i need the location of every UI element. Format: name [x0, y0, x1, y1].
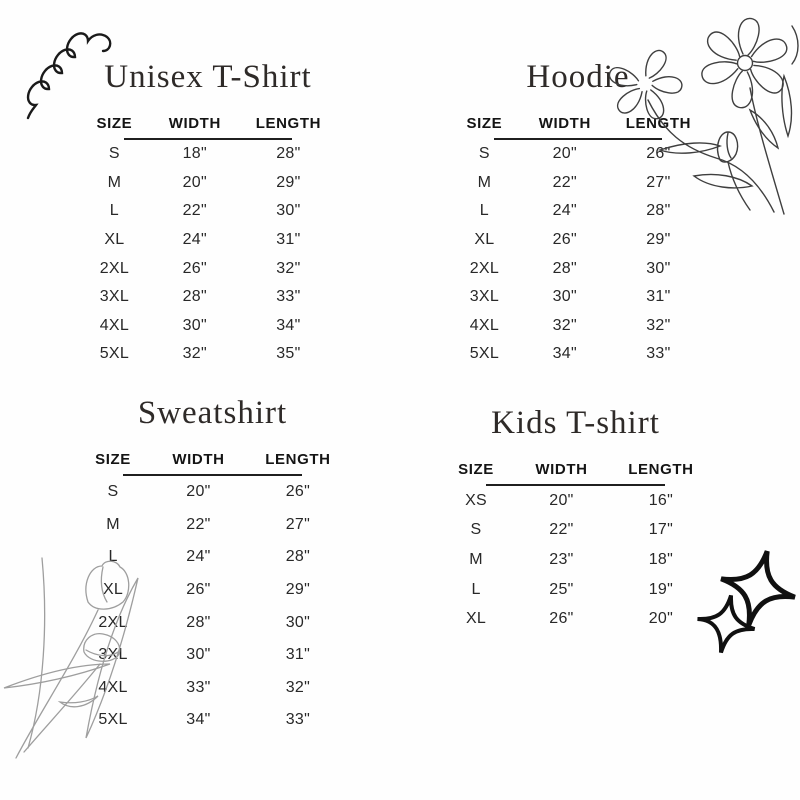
table-title-unisex: Unisex T-Shirt: [104, 59, 312, 95]
length-cell: 26": [646, 145, 671, 163]
size-cell: XL: [104, 231, 125, 249]
length-cell: 33": [276, 288, 301, 306]
width-cell: 30": [552, 288, 577, 306]
length-cell: 30": [276, 202, 301, 220]
length-cell: 31": [285, 646, 311, 664]
width-cell: 28": [552, 259, 577, 277]
table-title-kids: Kids T-shirt: [491, 405, 660, 441]
length-cell: 20": [648, 610, 674, 628]
size-row: [85, 672, 340, 705]
size-cell: 4XL: [469, 316, 500, 334]
size-row: [88, 283, 328, 312]
width-cell: 28": [186, 613, 211, 631]
width-cell: 24": [182, 231, 207, 249]
length-cell: 31": [646, 288, 671, 306]
size-cell: 5XL: [469, 345, 500, 363]
size-row: [458, 169, 698, 198]
size-cell: S: [108, 145, 120, 163]
length-cell: 30": [646, 259, 671, 277]
size-cell: 3XL: [99, 288, 130, 306]
size-row: [85, 606, 340, 639]
width-cell: 26": [182, 259, 207, 277]
table-title-hoodie: Hoodie: [526, 59, 630, 95]
table-header-row: [448, 459, 703, 480]
size-row: [88, 254, 328, 283]
hoodie-size-table: [458, 56, 698, 369]
length-cell: 29": [646, 231, 671, 249]
length-cell: 32": [285, 678, 311, 696]
length-cell: 28": [646, 202, 671, 220]
size-row: [458, 140, 698, 169]
width-cell: 28": [182, 288, 207, 306]
column-header-width: WIDTH: [168, 115, 221, 132]
unisex-tshirt-size-table: [88, 56, 328, 369]
size-row: [458, 197, 698, 226]
column-header-size: SIZE: [466, 115, 503, 132]
column-header-length: LENGTH: [625, 115, 692, 132]
size-cell: S: [107, 483, 119, 501]
size-row: [448, 604, 703, 634]
length-cell: 29": [285, 581, 311, 599]
column-header-width: WIDTH: [538, 115, 591, 132]
size-cell: 2XL: [469, 259, 500, 277]
size-cell: 5XL: [98, 711, 128, 729]
table-header-row: [458, 113, 698, 134]
column-header-size: SIZE: [458, 461, 494, 478]
width-cell: 18": [182, 145, 207, 163]
size-row: [458, 340, 698, 369]
size-row: [85, 704, 340, 737]
width-cell: 24": [552, 202, 577, 220]
size-cell: 3XL: [469, 288, 500, 306]
width-cell: 23": [549, 550, 574, 568]
width-cell: 20": [552, 145, 577, 163]
length-cell: 27": [285, 515, 311, 533]
length-cell: 27": [646, 173, 671, 191]
table-body: [458, 140, 698, 369]
size-cell: S: [470, 521, 482, 539]
width-cell: 30": [182, 316, 207, 334]
table-header-row: [85, 449, 340, 470]
size-row: [85, 509, 340, 542]
size-cell: L: [471, 580, 481, 598]
width-cell: 32": [552, 316, 577, 334]
size-cell: 5XL: [99, 345, 130, 363]
size-row: [448, 516, 703, 546]
width-cell: 34": [552, 345, 577, 363]
size-cell: 3XL: [98, 646, 128, 664]
width-cell: 22": [186, 515, 211, 533]
size-cell: 2XL: [99, 259, 130, 277]
size-cell: M: [107, 173, 122, 191]
width-cell: 20": [549, 491, 574, 509]
width-cell: 22": [552, 173, 577, 191]
column-header-width: WIDTH: [535, 461, 588, 478]
length-cell: 32": [646, 316, 671, 334]
kids-tshirt-size-table: [448, 402, 703, 634]
size-row: [458, 312, 698, 341]
width-cell: 22": [182, 202, 207, 220]
sweatshirt-size-table: [85, 392, 340, 737]
size-cell: M: [477, 173, 492, 191]
size-row: [88, 226, 328, 255]
size-cell: L: [479, 202, 489, 220]
width-cell: 20": [182, 173, 207, 191]
sparkle-doodle-icon: [694, 540, 798, 676]
size-cell: XL: [102, 581, 124, 599]
size-row: [458, 283, 698, 312]
column-header-size: SIZE: [96, 115, 133, 132]
size-row: [88, 312, 328, 341]
length-cell: 33": [285, 711, 311, 729]
length-cell: 33": [646, 345, 671, 363]
length-cell: 29": [276, 173, 301, 191]
column-header-length: LENGTH: [628, 461, 694, 478]
size-row: [458, 254, 698, 283]
width-cell: 25": [549, 580, 574, 598]
size-cell: M: [469, 550, 483, 568]
size-row: [448, 575, 703, 605]
width-cell: 26": [186, 581, 211, 599]
column-header-width: WIDTH: [172, 451, 225, 468]
length-cell: 35": [276, 345, 301, 363]
size-cell: L: [109, 202, 119, 220]
size-row: [88, 140, 328, 169]
width-cell: 26": [549, 610, 574, 628]
width-cell: 26": [552, 231, 577, 249]
column-header-length: LENGTH: [265, 451, 331, 468]
size-cell: 4XL: [98, 678, 128, 696]
width-cell: 33": [186, 678, 211, 696]
size-cell: XL: [474, 231, 495, 249]
size-cell: XS: [465, 491, 488, 509]
length-cell: 28": [285, 548, 311, 566]
width-cell: 30": [186, 646, 211, 664]
size-row: [85, 574, 340, 607]
width-cell: 32": [182, 345, 207, 363]
table-body: [85, 476, 340, 737]
size-row: [85, 639, 340, 672]
size-row: [88, 340, 328, 369]
length-cell: 32": [276, 259, 301, 277]
table-body: [88, 140, 328, 369]
size-cell: XL: [465, 610, 487, 628]
column-header-size: SIZE: [95, 451, 131, 468]
size-cell: 4XL: [99, 316, 130, 334]
size-row: [448, 486, 703, 516]
length-cell: 18": [648, 550, 674, 568]
length-cell: 26": [285, 483, 311, 501]
table-body: [448, 486, 703, 634]
table-title-sweatshirt: Sweatshirt: [137, 395, 288, 431]
width-cell: 24": [186, 548, 211, 566]
size-row: [88, 169, 328, 198]
size-cell: 2XL: [98, 613, 128, 631]
width-cell: 20": [186, 483, 211, 501]
width-cell: 34": [186, 711, 211, 729]
size-cell: S: [478, 145, 490, 163]
table-header-row: [88, 113, 328, 134]
size-row: [458, 226, 698, 255]
column-header-length: LENGTH: [255, 115, 322, 132]
size-cell: L: [108, 548, 118, 566]
length-cell: 17": [648, 521, 674, 539]
length-cell: 28": [276, 145, 301, 163]
size-row: [88, 197, 328, 226]
size-row: [448, 545, 703, 575]
width-cell: 22": [549, 521, 574, 539]
length-cell: 30": [285, 613, 311, 631]
length-cell: 34": [276, 316, 301, 334]
length-cell: 31": [276, 231, 301, 249]
size-row: [85, 476, 340, 509]
size-row: [85, 541, 340, 574]
length-cell: 16": [648, 491, 674, 509]
size-cell: M: [106, 515, 120, 533]
length-cell: 19": [648, 580, 674, 598]
